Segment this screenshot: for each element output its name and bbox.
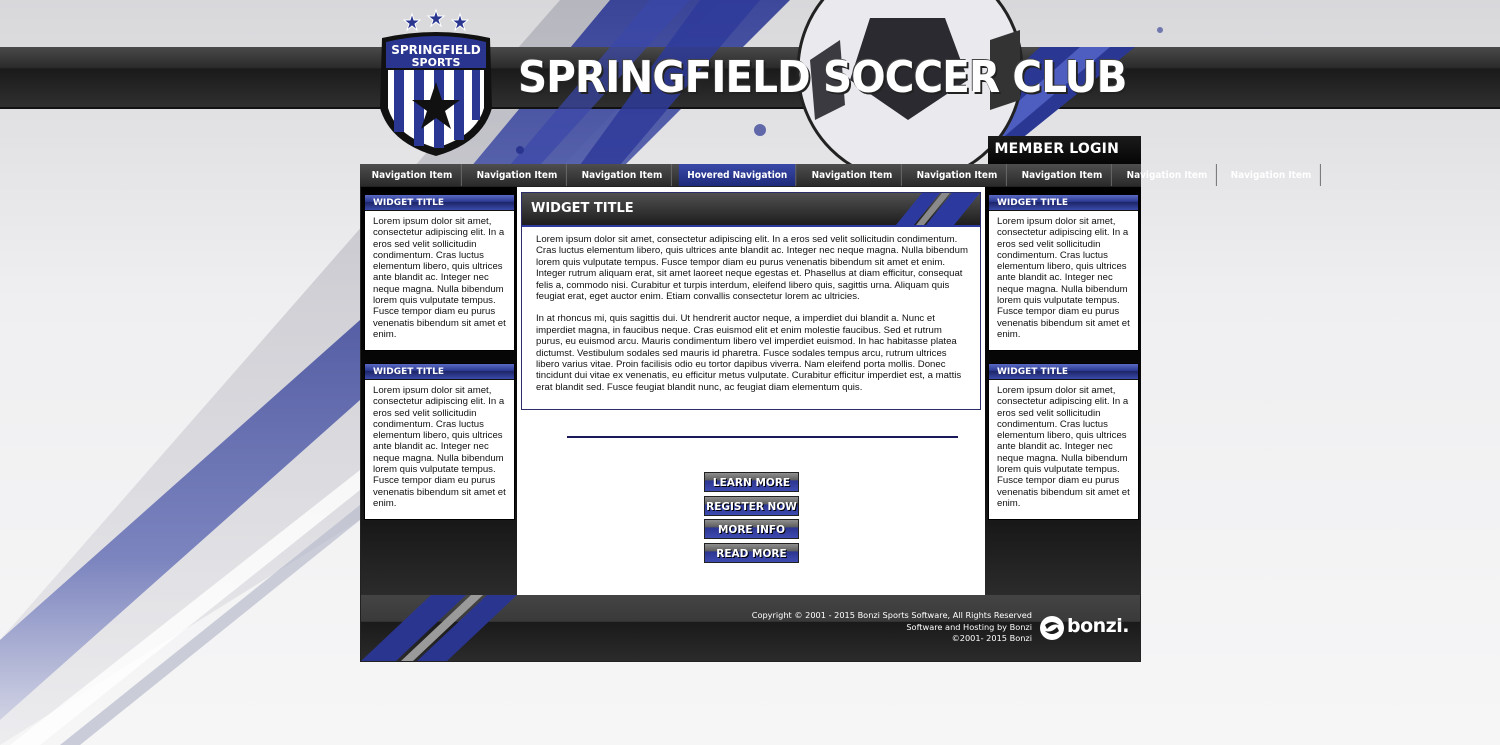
nav-item[interactable]: Navigation Item [468, 164, 567, 186]
more-info-button[interactable]: MORE INFO [704, 519, 799, 539]
nav-item[interactable]: Navigation Item [363, 164, 462, 186]
nav-item[interactable]: Navigation Item [1013, 164, 1112, 186]
main-navigation [360, 164, 1312, 186]
copyright-text: Copyright © 2001 - 2015 Bonzi Sports Software, All Rights Reserved [751, 610, 1032, 620]
login-bar [988, 136, 1141, 164]
nav-item[interactable]: Navigation Item [1223, 164, 1322, 186]
content-text [522, 227, 980, 393]
left-widget-2 [364, 363, 515, 520]
left-widget-1 [364, 194, 515, 351]
hosting-text: Software and Hosting by Bonzi [906, 621, 1032, 632]
learn-more-button[interactable]: LEARN MORE [704, 472, 799, 492]
footer-text [752, 610, 1032, 645]
right-widget-2 [988, 363, 1139, 520]
nav-item[interactable]: Navigation Item [1118, 164, 1217, 186]
widget-title: WIDGET TITLE [989, 364, 1138, 380]
page-frame [360, 186, 1141, 662]
widget-title: WIDGET TITLE [365, 364, 514, 380]
bonzi-wordmark: bonzi. [1067, 615, 1129, 637]
site-title: SPRINGFIELD SOCCER CLUB [518, 52, 1127, 103]
paragraph: In at rhoncus mi, quis sagittis dui. Ut hendrerit auctor neque, a imperdiet dui blandit a. Nunc et imperdiet magna, in faucibus neque. Cras euismod elit et enim molestie faucibus. Sed et rutrum purus, eu euismod arcu. Mauris condimentum libero vel imperdiet euismod. In hac habitasse platea dictumst. Vestibulum sodales sed mauris id pharetra. Fusce sodales tempus arcu, rutrum ultrices libero varius vitae. Proin facilisis odio eu tortor dapibus viverra. Nam eleifend porta mollis. Donec tincidunt dui vitae ex venenatis, eu efficitur metus vulputate. Curabitur efficitur imperdiet est, a mattis erat blandit sed. Fusce feugiat blandit nunc, ac feugiat diam elementum quis. [536, 313, 962, 393]
right-sidebar [985, 187, 1141, 595]
left-sidebar [361, 187, 517, 595]
widget-title: WIDGET TITLE [989, 195, 1138, 211]
nav-item[interactable]: Navigation Item [573, 164, 672, 186]
widget-body: Lorem ipsum dolor sit amet, consectetur adipiscing elit. In a eros sed velit sollicitudin condimentum. Cras luctus elementum libero, quis ultrices ante blandit ac. Integer nec neque magna. Nulla bibendum lorem quis vulputate tempus. Fusce tempor diam eu purus venenatis bibendum sit amet et enim. [997, 385, 1130, 509]
logo-text-1: SPRINGFIELD [391, 43, 481, 57]
paragraph: Lorem ipsum dolor sit amet, consectetur adipiscing elit. In a eros sed velit sollicitudin condimentum. Cras luctus elementum libero, quis ultrices ante blandit ac. Integer nec neque magna. Nulla bibendum lorem quis vulputate tempus. Fusce tempor diam eu purus venenatis bibendum sit amet et enim. Integer rutrum aliquam erat, sit amet laoreet neque egestas et. Phasellus at diam efficitur, consequat felis a, commodo nisi. Curabitur et turpis interdum, eleifend libero quis, sagittis urna. Aliquam quis feugiat erat, eget auctor enim. Etiam convallis consectetur lorem ac ultricies. [536, 234, 968, 303]
content-widget-title: WIDGET TITLE [531, 201, 634, 216]
register-now-button[interactable]: REGISTER NOW [704, 496, 799, 516]
years-text: ©2001- 2015 Bonzi [951, 633, 1032, 643]
nav-item[interactable]: Navigation Item [803, 164, 902, 186]
right-widget-1 [988, 194, 1139, 351]
widget-body: Lorem ipsum dolor sit amet, consectetur adipiscing elit. In a eros sed velit sollicitudin condimentum. Cras luctus elementum libero, quis ultrices ante blandit ac. Integer nec neque magna. Nulla bibendum lorem quis vulputate tempus. Fusce tempor diam eu purus venenatis bibendum sit amet et enim. [373, 216, 506, 340]
main-content [517, 187, 985, 595]
read-more-button[interactable]: READ MORE [704, 543, 799, 563]
widget-body: Lorem ipsum dolor sit amet, consectetur adipiscing elit. In a eros sed velit sollicitudin condimentum. Cras luctus elementum libero, quis ultrices ante blandit ac. Integer nec neque magna. Nulla bibendum lorem quis vulputate tempus. Fusce tempor diam eu purus venenatis bibendum sit amet et enim. [997, 216, 1130, 340]
divider [567, 436, 958, 438]
nav-item-hovered[interactable]: Hovered Navigation [678, 164, 796, 186]
footer-stripes [361, 595, 561, 661]
footer [361, 595, 1140, 661]
nav-item[interactable]: Navigation Item [908, 164, 1007, 186]
content-widget-header [522, 193, 980, 227]
content-widget [521, 192, 981, 410]
club-logo [372, 8, 500, 160]
widget-body: Lorem ipsum dolor sit amet, consectetur adipiscing elit. In a eros sed velit sollicitudin condimentum. Cras luctus elementum libero, quis ultrices ante blandit ac. Integer nec neque magna. Nulla bibendum lorem quis vulputate tempus. Fusce tempor diam eu purus venenatis bibendum sit amet et enim. [373, 385, 506, 509]
bonzi-icon [1039, 615, 1065, 641]
logo-text-2: SPORTS [411, 56, 461, 69]
member-login-button[interactable]: MEMBER LOGIN [994, 141, 1119, 157]
widget-title: WIDGET TITLE [365, 195, 514, 211]
